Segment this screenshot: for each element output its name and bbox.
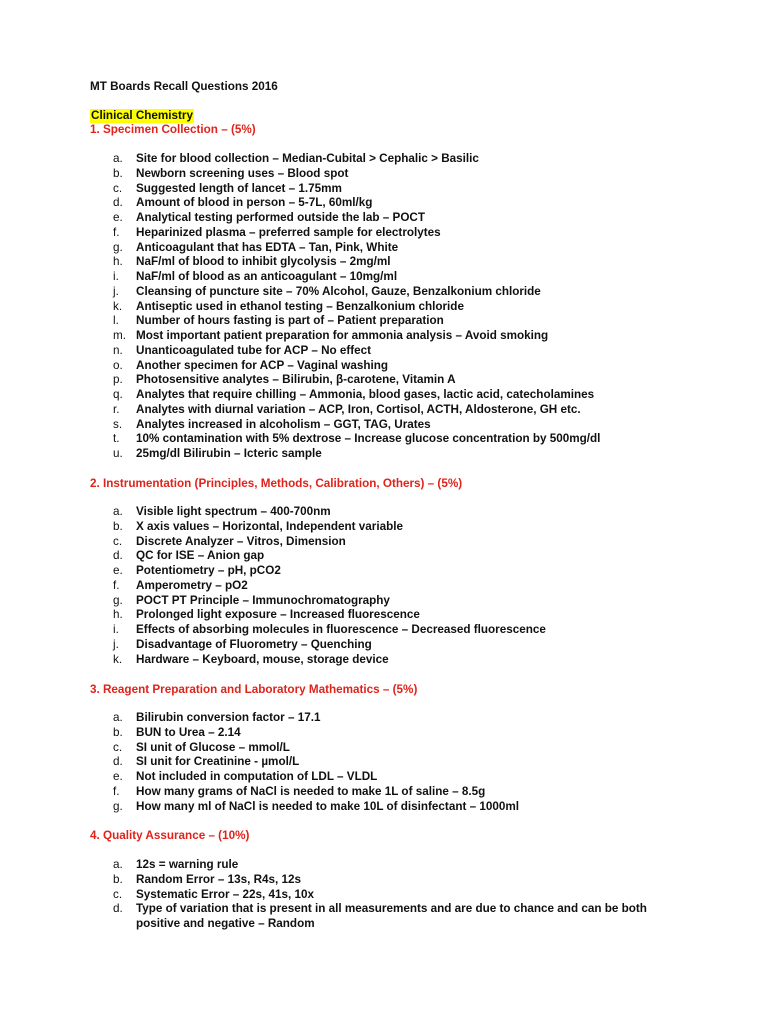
- item-text: Analytes that require chilling – Ammonia, blood gases, lactic acid, catecholamines: [136, 388, 595, 401]
- item-letter: d.: [113, 755, 123, 769]
- item-letter: q.: [113, 388, 123, 401]
- item-text: POCT PT Principle – Immunochromatography: [136, 593, 390, 607]
- item-text: Number of hours fasting is part of – Patient preparation: [136, 314, 444, 328]
- item-letter: g.: [113, 799, 123, 813]
- item-letter: e.: [113, 211, 123, 224]
- item-letter: b.: [113, 166, 123, 180]
- item-letter: i.: [113, 623, 119, 636]
- item-text: Photosensitive analytes – Bilirubin, β-carotene, Vitamin A: [136, 373, 456, 387]
- list-item: [113, 300, 600, 315]
- item-letter: a.: [113, 152, 123, 165]
- item-text: Analytes with diurnal variation – ACP, Iron, Cortisol, ACTH, Aldosterone, GH etc.: [136, 402, 581, 416]
- item-letter: u.: [113, 447, 123, 460]
- list-item: [113, 359, 600, 374]
- item-letter: j.: [113, 637, 119, 651]
- item-letter: s.: [113, 417, 123, 431]
- item-text: Amount of blood in person – 5-7L, 60ml/kg: [136, 196, 373, 210]
- item-letter: d.: [113, 196, 123, 210]
- list-item: [113, 152, 600, 167]
- list-item: [113, 314, 600, 329]
- section-heading-4: 4. Quality Assurance – (10%): [90, 829, 250, 842]
- item-text: NaF/ml of blood to inhibit glycolysis – 2mg/ml: [136, 255, 391, 269]
- item-letter: l.: [113, 314, 119, 328]
- item-text: Prolonged light exposure – Increased fluorescence: [136, 608, 420, 622]
- item-text: 10% contamination with 5% dextrose – Increase glucose concentration by 500mg/dl: [136, 432, 601, 446]
- item-letter: c.: [113, 181, 123, 195]
- item-letter: j.: [113, 284, 119, 298]
- item-text: Analytical testing performed outside the lab – POCT: [136, 211, 425, 224]
- list-item: [113, 711, 519, 726]
- list-item: [113, 800, 519, 815]
- section-4-list: [113, 858, 666, 932]
- item-text: Discrete Analyzer – Vitros, Dimension: [136, 534, 346, 548]
- item-text: Unanticoagulated tube for ACP – No effect: [136, 343, 372, 357]
- item-text: Not included in computation of LDL – VLDL: [136, 770, 378, 783]
- item-letter: e.: [113, 564, 123, 577]
- item-letter: o.: [113, 358, 123, 372]
- section-heading-3: 3. Reagent Preparation and Laboratory Mathematics – (5%): [90, 683, 418, 696]
- item-letter: h.: [113, 608, 123, 622]
- section-2-list: [113, 505, 546, 667]
- item-letter: r.: [113, 402, 120, 416]
- item-letter: g.: [113, 593, 123, 607]
- item-letter: e.: [113, 770, 123, 783]
- document-title: MT Boards Recall Questions 2016: [90, 80, 278, 93]
- section-3-list: [113, 711, 519, 814]
- item-text: Anticoagulant that has EDTA – Tan, Pink, White: [136, 240, 399, 254]
- list-item: [113, 564, 546, 579]
- list-item: [113, 623, 546, 638]
- item-letter: b.: [113, 725, 123, 739]
- item-letter: c.: [113, 740, 123, 754]
- list-item: [113, 785, 519, 800]
- item-text: BUN to Urea – 2.14: [136, 725, 241, 739]
- list-item: [113, 505, 546, 520]
- item-text: Analytes increased in alcoholism – GGT, TAG, Urates: [136, 417, 431, 431]
- item-text: Potentiometry – pH, pCO2: [136, 564, 281, 577]
- item-letter: n.: [113, 343, 123, 357]
- list-item: [113, 535, 546, 550]
- item-text: How many grams of NaCl is needed to make 1L of saline – 8.5g: [136, 784, 486, 798]
- item-text: Visible light spectrum – 400-700nm: [136, 505, 331, 518]
- list-item: [113, 226, 600, 241]
- list-item: [113, 520, 546, 535]
- item-text: Disadvantage of Fluorometry – Quenching: [136, 637, 372, 651]
- list-item: [113, 270, 600, 285]
- list-item: [113, 888, 666, 903]
- item-text: Heparinized plasma – preferred sample for electrolytes: [136, 225, 441, 239]
- item-letter: g.: [113, 240, 123, 254]
- item-letter: b.: [113, 872, 123, 886]
- list-item: [113, 726, 519, 741]
- list-item: [113, 579, 546, 594]
- item-letter: m.: [113, 329, 126, 342]
- item-text: Most important patient preparation for ammonia analysis – Avoid smoking: [136, 329, 549, 342]
- list-item: [113, 594, 546, 609]
- item-text: Antiseptic used in ethanol testing – Benzalkonium chloride: [136, 299, 464, 313]
- item-letter: a.: [113, 711, 123, 724]
- list-item: [113, 755, 519, 770]
- item-text: Cleansing of puncture site – 70% Alcohol, Gauze, Benzalkonium chloride: [136, 284, 541, 298]
- item-letter: b.: [113, 519, 123, 533]
- item-text: Hardware – Keyboard, mouse, storage device: [136, 652, 389, 666]
- item-letter: f.: [113, 578, 120, 592]
- item-letter: d.: [113, 902, 123, 916]
- item-text: Effects of absorbing molecules in fluorescence – Decreased fluorescence: [136, 623, 546, 636]
- section-1-list: [113, 152, 600, 462]
- list-item: [113, 388, 600, 403]
- item-text: Another specimen for ACP – Vaginal washing: [136, 358, 388, 372]
- list-item: [113, 182, 600, 197]
- item-letter: c.: [113, 887, 123, 901]
- item-text: How many ml of NaCl is needed to make 10L of disinfectant – 1000ml: [136, 799, 519, 813]
- list-item: [113, 653, 546, 668]
- item-letter: d.: [113, 549, 123, 563]
- section-heading-1: 1. Specimen Collection – (5%): [90, 123, 256, 136]
- list-item: [113, 344, 600, 359]
- list-item: [113, 285, 600, 300]
- item-letter: c.: [113, 534, 123, 548]
- item-letter: h.: [113, 255, 123, 269]
- item-letter: k.: [113, 652, 123, 666]
- item-letter: p.: [113, 373, 123, 387]
- item-text: SI unit of Glucose – mmol/L: [136, 740, 290, 754]
- list-item: [113, 638, 546, 653]
- item-text: QC for ISE – Anion gap: [136, 549, 265, 563]
- list-item: [113, 196, 600, 211]
- item-letter: a.: [113, 505, 123, 518]
- list-item: [113, 403, 600, 418]
- list-item: [113, 432, 600, 447]
- list-item: [113, 255, 600, 270]
- list-item: [113, 873, 666, 888]
- item-letter: i.: [113, 270, 119, 283]
- item-text: Type of variation that is present in all measurements and are due to chance and can be both positive and negative – Random: [136, 902, 647, 930]
- item-text: Systematic Error – 22s, 41s, 10x: [136, 887, 315, 901]
- subject-heading: Clinical Chemistry: [91, 109, 193, 122]
- list-item: [113, 418, 600, 433]
- list-item: [113, 329, 600, 344]
- list-item: [113, 241, 600, 256]
- item-letter: f.: [113, 225, 120, 239]
- item-letter: a.: [113, 858, 123, 871]
- list-item: [113, 741, 519, 756]
- list-item: [113, 211, 600, 226]
- item-text: Amperometry – pO2: [136, 578, 248, 592]
- list-item: [113, 902, 666, 932]
- item-text: Bilirubin conversion factor – 17.1: [136, 711, 321, 724]
- item-text: 12s = warning rule: [136, 858, 239, 871]
- item-text: Newborn screening uses – Blood spot: [136, 166, 349, 180]
- list-item: [113, 549, 546, 564]
- list-item: [113, 447, 600, 462]
- item-text: Random Error – 13s, R4s, 12s: [136, 872, 302, 886]
- list-item: [113, 167, 600, 182]
- item-text: SI unit for Creatinine - µmol/L: [136, 755, 300, 769]
- item-text: Suggested length of lancet – 1.75mm: [136, 181, 342, 195]
- item-letter: f.: [113, 784, 120, 798]
- item-text: X axis values – Horizontal, Independent variable: [136, 519, 403, 533]
- item-letter: t.: [113, 432, 120, 446]
- item-text: NaF/ml of blood as an anticoagulant – 10mg/ml: [136, 270, 398, 283]
- list-item: [113, 373, 600, 388]
- item-text: 25mg/dl Bilirubin – Icteric sample: [136, 447, 322, 460]
- list-item: [113, 858, 666, 873]
- item-letter: k.: [113, 299, 123, 313]
- item-text: Site for blood collection – Median-Cubital > Cephalic > Basilic: [136, 152, 479, 165]
- section-heading-2: 2. Instrumentation (Principles, Methods, Calibration, Others) – (5%): [90, 477, 463, 490]
- list-item: [113, 770, 519, 785]
- list-item: [113, 608, 546, 623]
